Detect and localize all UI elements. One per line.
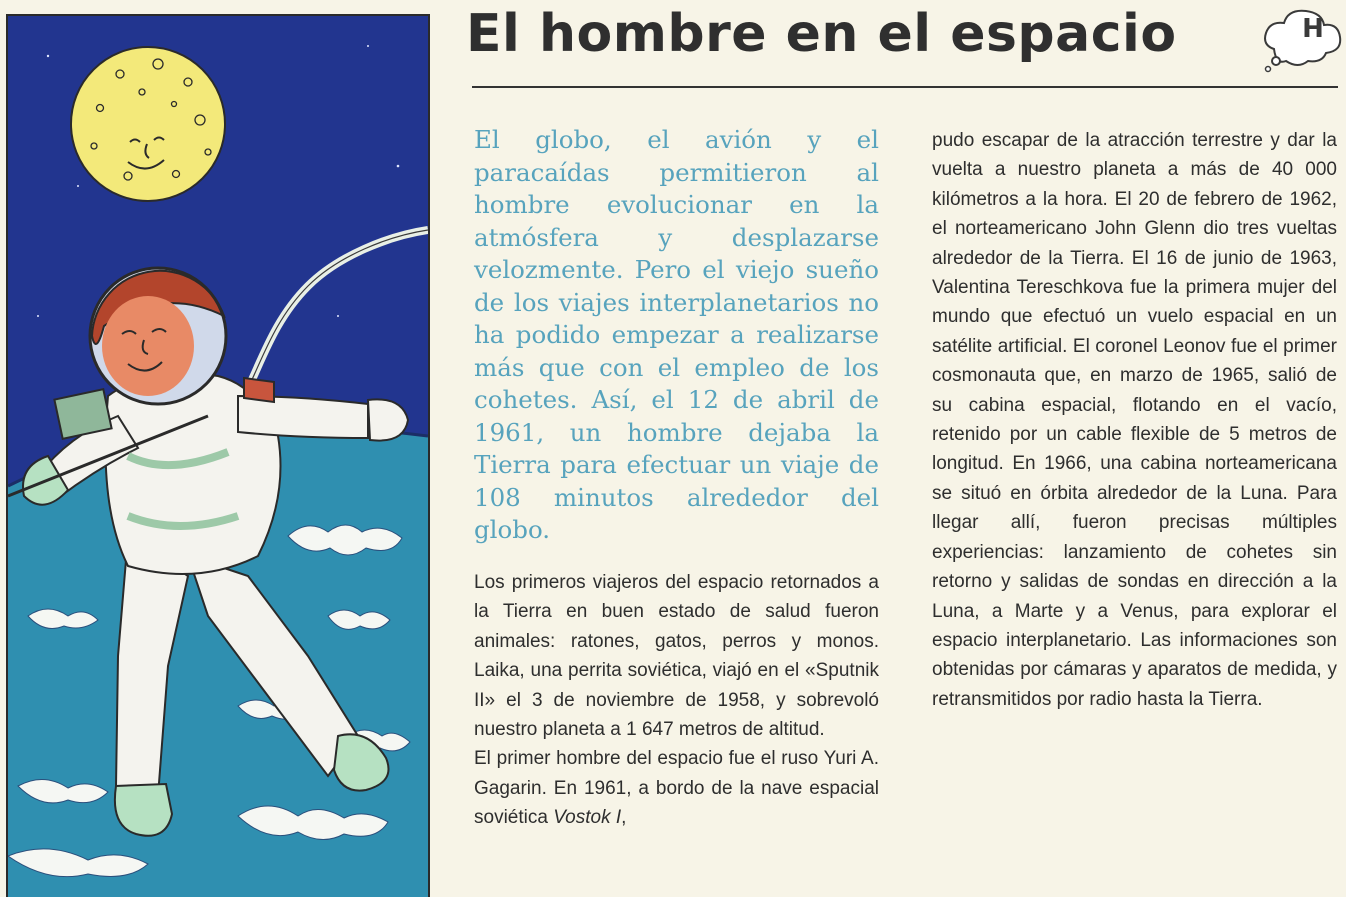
left-column xyxy=(474,568,879,833)
space-history-paragraph: pudo escapar de la atracción terrestre y dar la vuelta a nuestro planeta a más de 40 000 kilómetros a la hora. El 20 de febrero de 1962, el norteamericano John Glenn dio tres vueltas alrededor de la Tierra. El 16 de junio de 1963, Valentina Tereschkova fue la primera mujer del mundo que efectuó un vuelo espacial en un satélite artificial. El coronel Leonov fue el primer cosmonauta que, en marzo de 1965, salió de su cabina espacial, flotando en el vacío, retenido por un cable flexible de 5 metros de longitud. En 1966, una cabina norteamericana se situó en órbita alrededor de la Luna. Para llegar allí, fueron precisas múltiples experiencias: lanzamiento de cohetes sin retorno y salidas de sondas en dirección a la Luna, a Marte y a Venus, para explorar el espacio interplanetario. Las informaciones son obtenidas por cámaras y aparatos de medida, y retransmitidos por radio hasta la Tierra. xyxy=(932,130,1337,710)
astronaut-face xyxy=(102,296,194,396)
astronaut-illustration xyxy=(6,14,430,897)
right-column xyxy=(932,126,1337,714)
page-title: El hombre en el espacio xyxy=(466,4,1177,64)
animals-paragraph: Los primeros viajeros del espacio retornados a la Tierra en buen estado de salud fueron animales: ratones, gatos, perros y monos. Laika, una perrita soviética, viajó en el «Sputnik II» el 3 de noviembre de 1958, y sobrevoló nuestro planeta a 1 647 metros de altitud. xyxy=(474,572,879,741)
gagarin-text: El primer hombre del espacio fue el ruso Yuri A. Gagarin. En 1961, a bordo de la nave espacial soviética xyxy=(474,748,879,829)
title-rule xyxy=(472,86,1338,88)
ship-name: Vostok I xyxy=(553,807,622,829)
section-letter: H xyxy=(1302,14,1324,44)
intro-paragraph: El globo, el avión y el paracaídas permitieron al hombre evolucionar en la atmósfera y desplazarse velozmente. Pero el viejo sueño de los viajes interplanetarios no ha podido empezar a realizarse más que con el empleo de los cohetes. Así, el 12 de abril de 1961, un hombre dejaba la Tierra para efectuar un viaje de 108 minutos alrededor del globo. xyxy=(474,125,879,544)
gagarin-comma: , xyxy=(621,807,627,829)
gagarin-paragraph xyxy=(474,744,879,832)
moon xyxy=(71,47,225,201)
